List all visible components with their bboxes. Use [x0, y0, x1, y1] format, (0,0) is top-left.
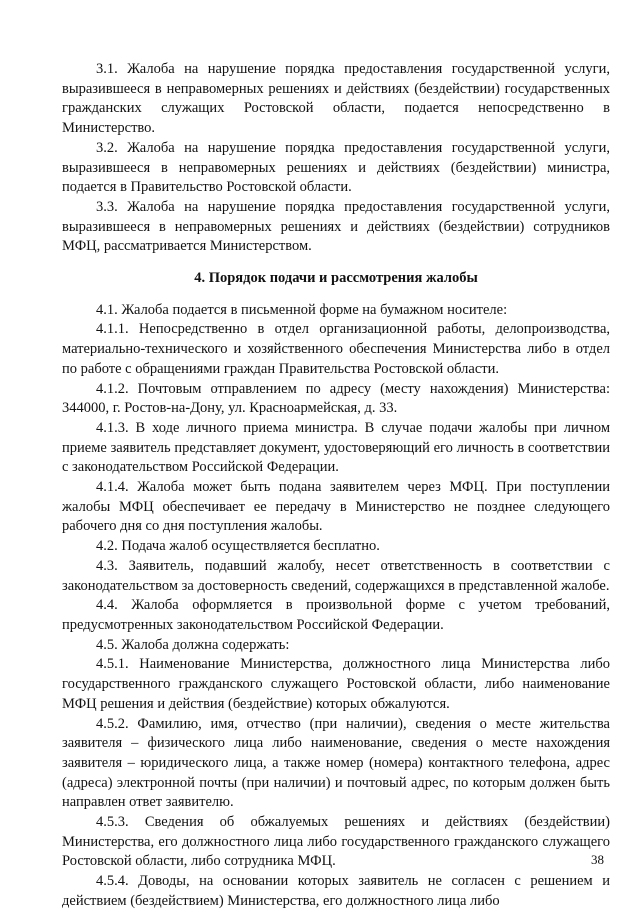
paragraph-4-5-4: 4.5.4. Доводы, на основании которых заявитель не согласен с решением и действием (бездействием) Министерства, его должностного лица либо	[62, 873, 610, 909]
paragraph-4-5-1: 4.5.1. Наименование Министерства, должностного лица Министерства либо государственного гражданского служащего Ростовской области, либо наименование МФЦ решения и действия (бездействие) которых обжалуются.	[62, 656, 610, 712]
paragraph-4-5-3: 4.5.3. Сведения об обжалуемых решениях и действиях (бездействии) Министерства, его должностного лица либо государственного гражданского служащего Ростовской области, либо сотрудника МФЦ.	[62, 814, 610, 870]
paragraph-3-2: 3.2. Жалоба на нарушение порядка предоставления государственной услуги, выразившееся в неправомерных решениях и действиях (бездействии) министра, подается в Правительство Ростовской области.	[62, 139, 610, 196]
paragraph-4-4: 4.4. Жалоба оформляется в произвольной форме с учетом требований, предусмотренных законодательством Российской Федерации.	[62, 597, 610, 633]
paragraph-4-1-3: 4.1.3. В ходе личного приема министра. В случае подачи жалобы при личном приеме заявитель представляет документ, удостоверяющий его личность в соответствии с законодательством Российской Федерации.	[62, 419, 610, 476]
paragraph-4-3: 4.3. Заявитель, подавший жалобу, несет ответственность в соответствии с законодательством за достоверность сведений, содержащихся в представленной жалобе.	[62, 557, 610, 594]
paragraph-4-2: 4.2. Подача жалоб осуществляется бесплатно.	[96, 538, 380, 555]
document-page	[62, 60, 610, 912]
page-number: 38	[591, 852, 604, 867]
paragraph-4-1-2: 4.1.2. Почтовым отправлением по адресу (месту нахождения) Министерства: 344000, г. Ростов-на-Дону, ул. Красноармейская, д. 33.	[62, 380, 610, 417]
paragraph-4-1-1: 4.1.1. Непосредственно в отдел организационной работы, делопроизводства, материально-технического и хозяйственного обеспечения Министерства либо в отдел по работе с обращениями граждан Правительства Ростовской области.	[62, 321, 610, 377]
paragraph-3-3: 3.3. Жалоба на нарушение порядка предоставления государственной услуги, выразившееся в неправомерных решениях и действиях (бездействии) сотрудников МФЦ, рассматривается Министерством.	[62, 198, 610, 255]
paragraph-4-1-4: 4.1.4. Жалоба может быть подана заявителем через МФЦ. При поступлении жалобы МФЦ обеспечивает ее передачу в Министерство не позднее следующего рабочего дня со дня поступления жалобы.	[62, 479, 610, 535]
paragraph-4-5: 4.5. Жалоба должна содержать:	[96, 636, 290, 653]
paragraph-4-5-2: 4.5.2. Фамилию, имя, отчество (при наличии), сведения о месте жительства заявителя – физического лица либо наименование, сведения о месте нахождения заявителя – юридического лица, а также номер (номера) контактного телефона, адрес (адреса) электронной почты (при наличии) и почтовый адрес, по которым должен быть направлен ответ заявителю.	[62, 715, 610, 811]
paragraph-3-1: 3.1. Жалоба на нарушение порядка предоставления государственной услуги, выразившееся в неправомерных решениях и действиях (бездействии) государственных гражданских служащих Ростовской области, подается непосредственно в Министерство.	[62, 61, 610, 137]
section-heading: 4. Порядок подачи и рассмотрения жалобы	[194, 270, 478, 287]
paragraph-4-1: 4.1. Жалоба подается в письменной форме на бумажном носителе:	[96, 301, 508, 318]
